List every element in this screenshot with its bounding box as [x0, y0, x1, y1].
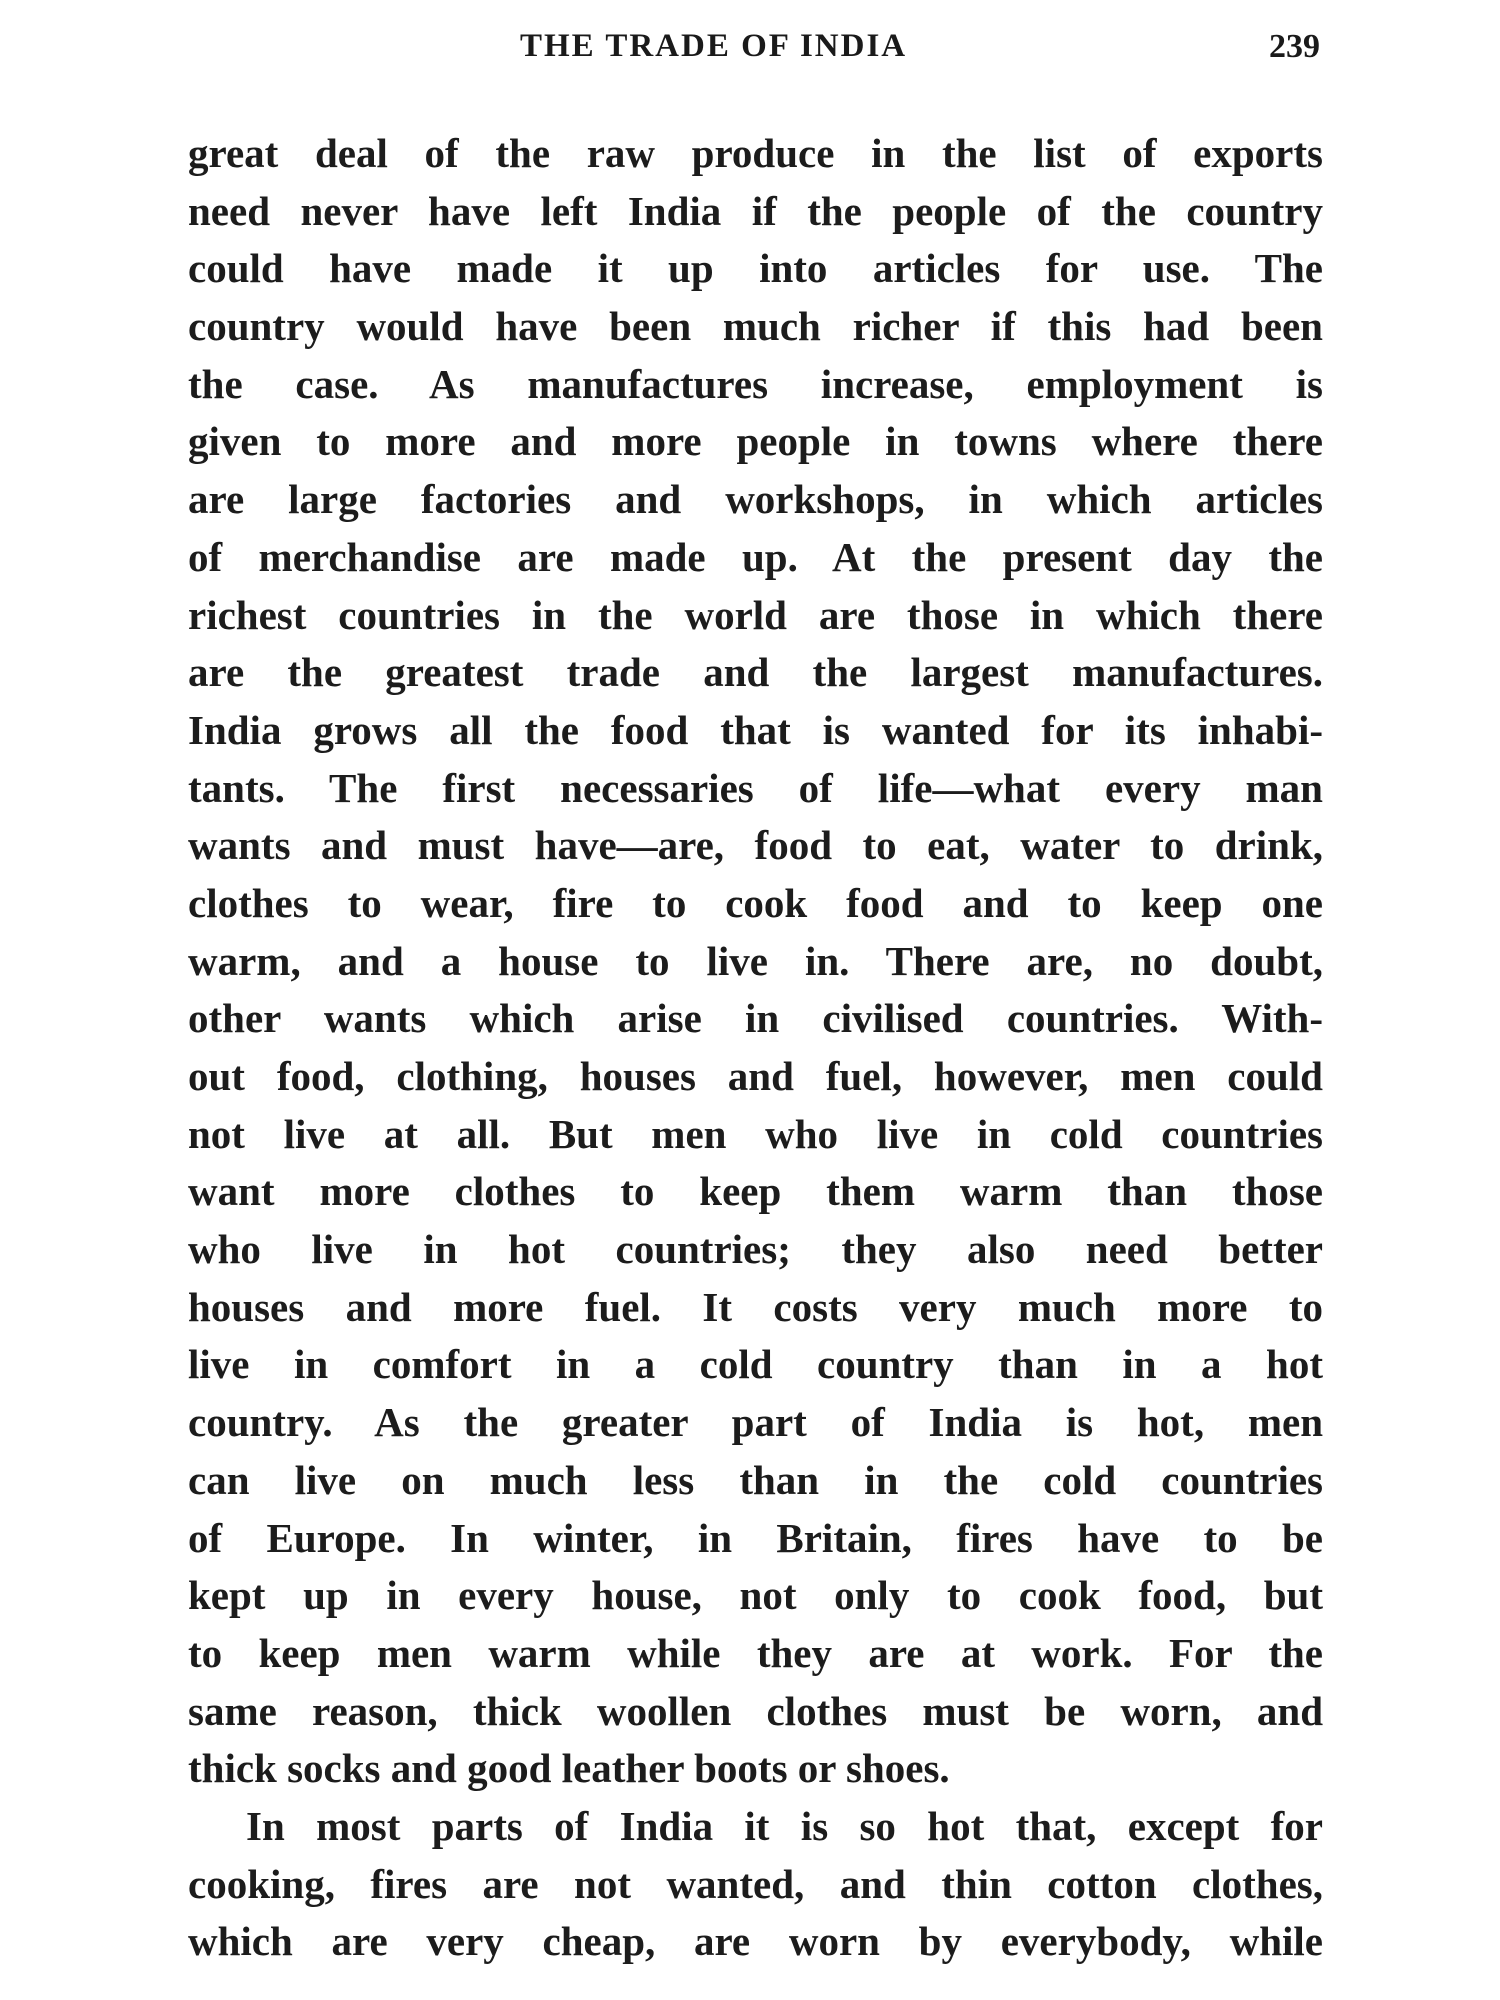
text-line: of Europe. In winter, in Britain, fires have to be — [188, 1514, 1323, 1561]
text-line: wants and must have—are, food to eat, water to drink, — [188, 822, 1323, 869]
text-line: want more clothes to keep them warm than those — [188, 1168, 1323, 1215]
paragraph — [188, 125, 1323, 1798]
text-line: live in comfort in a cold country than in a hot — [188, 1341, 1323, 1388]
text-line: warm, and a house to live in. There are, no doubt, — [188, 937, 1323, 984]
text-line: need never have left India if the people of the country — [188, 187, 1323, 234]
text-line: other wants which arise in civilised countries. With- — [188, 995, 1323, 1042]
text-line: India grows all the food that is wanted for its inhabi- — [188, 706, 1323, 753]
text-line: kept up in every house, not only to cook food, but — [188, 1572, 1323, 1619]
text-line: who live in hot countries; they also need better — [188, 1226, 1323, 1273]
text-line: not live at all. But men who live in cold countries — [188, 1110, 1323, 1157]
text-line: thick socks and good leather boots or shoes. — [188, 1745, 950, 1792]
text-line: country. As the greater part of India is hot, men — [188, 1399, 1323, 1446]
text-line: can live on much less than in the cold countries — [188, 1456, 1323, 1503]
text-line: clothes to wear, fire to cook food and to keep one — [188, 879, 1323, 926]
page-number: 239 — [1269, 28, 1320, 65]
running-head — [190, 28, 1320, 76]
text-line: which are very cheap, are worn by everybody, while — [188, 1918, 1323, 1965]
paragraph — [188, 1798, 1323, 1971]
text-line: richest countries in the world are those in which there — [188, 591, 1323, 638]
text-line: country would have been much richer if this had been — [188, 303, 1323, 350]
text-line: same reason, thick woollen clothes must be worn, and — [188, 1687, 1323, 1734]
text-line: houses and more fuel. It costs very much more to — [188, 1283, 1323, 1330]
text-line: great deal of the raw produce in the list of exports — [188, 130, 1323, 176]
text-line: to keep men warm while they are at work. For the — [188, 1629, 1323, 1676]
text-line: the case. As manufactures increase, employment is — [188, 360, 1323, 407]
text-line: could have made it up into articles for use. The — [188, 245, 1323, 292]
running-title: THE TRADE OF INDIA — [520, 28, 908, 64]
text-line: out food, clothing, houses and fuel, however, men could — [188, 1053, 1323, 1099]
text-line: are large factories and workshops, in which articles — [188, 476, 1323, 523]
text-line: are the greatest trade and the largest manufactures. — [188, 649, 1323, 696]
body-text — [188, 125, 1323, 1971]
text-line: of merchandise are made up. At the present day the — [188, 533, 1323, 580]
text-line: cooking, fires are not wanted, and thin cotton clothes, — [188, 1860, 1323, 1907]
text-line: tants. The first necessaries of life—what every man — [188, 764, 1323, 811]
text-line: given to more and more people in towns where there — [188, 418, 1323, 465]
text-line: In most parts of India it is so hot that, except for — [246, 1802, 1323, 1849]
